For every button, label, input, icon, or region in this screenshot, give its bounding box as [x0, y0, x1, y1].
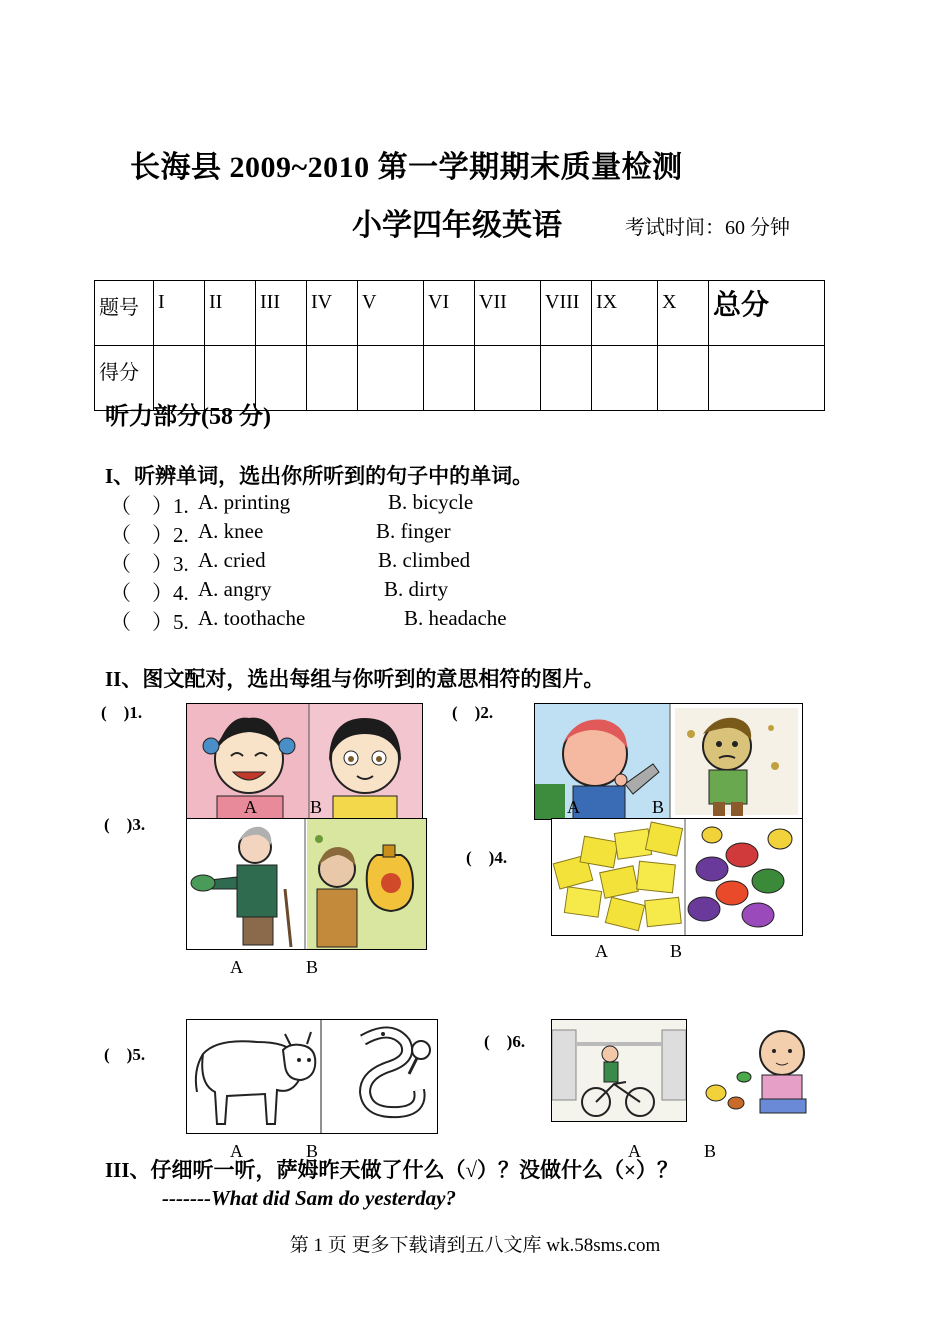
column-header: IX: [592, 281, 658, 346]
score-cell[interactable]: [658, 346, 709, 411]
answer-paren[interactable]: （ ）: [110, 610, 173, 634]
column-header: VI: [424, 281, 475, 346]
column-header: V: [358, 281, 424, 346]
page-footer: 第 1 页 更多下载请到五八文库 wk.58sms.com: [289, 1235, 661, 1256]
section1-item-5: [110, 606, 507, 636]
option-b: B. bicycle: [388, 490, 474, 514]
q1-label-a: A: [244, 797, 257, 817]
q2-label-a: A: [567, 797, 580, 817]
row-label-question-number: 题号: [95, 281, 154, 346]
section2-heading: II、图文配对，选出每组与你听到的意思相符的图片。: [105, 667, 605, 691]
question-5-label[interactable]: ( )5.: [104, 1045, 146, 1064]
column-header-total: 总分: [709, 281, 825, 346]
page-title: 长海县 2009~2010 第一学期期末质量检测: [130, 151, 683, 184]
item-number: 1.: [173, 494, 189, 518]
section3-heading: III、仔细听一听，萨姆昨天做了什么（√）？没做什么（×）？: [105, 1158, 679, 1182]
old-woman-and-money-bag-icon: [187, 819, 426, 949]
answer-paren[interactable]: （ ）: [110, 552, 173, 576]
score-table-header-row: [95, 281, 825, 346]
score-cell[interactable]: [592, 346, 658, 411]
option-a: A. cried: [198, 548, 266, 572]
section3-subheading: -------What did Sam do yesterday?: [162, 1186, 456, 1210]
score-cell[interactable]: [475, 346, 541, 411]
listening-section-title: 听力部分(58 分): [105, 404, 271, 430]
q5-label-b: B: [306, 1141, 319, 1161]
score-cell[interactable]: [307, 346, 358, 411]
item-number: 4.: [173, 581, 189, 605]
q3-label-b: B: [306, 957, 319, 977]
item-number: 2.: [173, 523, 189, 547]
biscuits-and-sweets-icon: [552, 819, 802, 935]
question-6-label[interactable]: ( )6.: [484, 1032, 526, 1051]
section1-heading: I、听辨单词，选出你所听到的句子中的单词。: [105, 464, 534, 488]
q2-label-b: B: [652, 797, 665, 817]
answer-paren[interactable]: （ ）: [110, 523, 173, 547]
q3-label-a: A: [230, 957, 243, 977]
score-cell[interactable]: [541, 346, 592, 411]
page-subtitle: 小学四年级英语: [352, 209, 562, 242]
column-header: VIII: [541, 281, 592, 346]
option-b: B. dirty: [384, 577, 449, 601]
question-3-label[interactable]: ( )3.: [104, 815, 146, 834]
question-4-picture: [551, 818, 803, 936]
section1-item-1: [110, 490, 474, 520]
column-header: VII: [475, 281, 541, 346]
baby-eating-icon: [700, 1019, 820, 1120]
question-6-picture-b: [700, 1019, 820, 1120]
section1-item-2: [110, 519, 451, 549]
column-header: IV: [307, 281, 358, 346]
option-a: A. printing: [198, 490, 291, 514]
boy-riding-bicycle-icon: [552, 1020, 686, 1121]
section1-item-3: [110, 548, 471, 578]
question-1-picture: [186, 703, 423, 820]
q4-label-a: A: [595, 941, 608, 961]
option-a: A. knee: [198, 519, 264, 543]
column-header: III: [256, 281, 307, 346]
score-cell[interactable]: [358, 346, 424, 411]
cow-and-snake-icon: [187, 1020, 437, 1133]
column-header: I: [154, 281, 205, 346]
q6-label-a: A: [628, 1141, 641, 1161]
option-b: B. headache: [404, 606, 507, 630]
question-6-picture-a: [551, 1019, 687, 1122]
exam-time: 考试时间：60 分钟: [625, 217, 790, 239]
two-girls-icon: [187, 704, 422, 819]
question-4-label[interactable]: ( )4.: [466, 848, 508, 867]
score-table: [94, 280, 825, 411]
section1-item-4: [110, 577, 449, 607]
option-b: B. finger: [376, 519, 451, 543]
answer-paren[interactable]: （ ）: [110, 581, 173, 605]
answer-paren[interactable]: （ ）: [110, 494, 173, 518]
column-header: X: [658, 281, 709, 346]
q1-label-b: B: [310, 797, 323, 817]
q5-label-a: A: [230, 1141, 243, 1161]
question-5-picture: [186, 1019, 438, 1134]
score-cell-total[interactable]: [709, 346, 825, 411]
question-2-label[interactable]: ( )2.: [452, 703, 494, 722]
question-3-picture: [186, 818, 427, 950]
item-number: 3.: [173, 552, 189, 576]
q4-label-b: B: [670, 941, 683, 961]
option-a: A. angry: [198, 577, 272, 601]
option-b: B. climbed: [378, 548, 471, 572]
score-cell[interactable]: [424, 346, 475, 411]
q6-label-b: B: [704, 1141, 717, 1161]
row-label-score: 得分: [95, 346, 154, 411]
question-1-label[interactable]: ( )1.: [101, 703, 143, 722]
item-number: 5.: [173, 610, 189, 634]
option-a: A. toothache: [198, 606, 306, 630]
column-header: II: [205, 281, 256, 346]
